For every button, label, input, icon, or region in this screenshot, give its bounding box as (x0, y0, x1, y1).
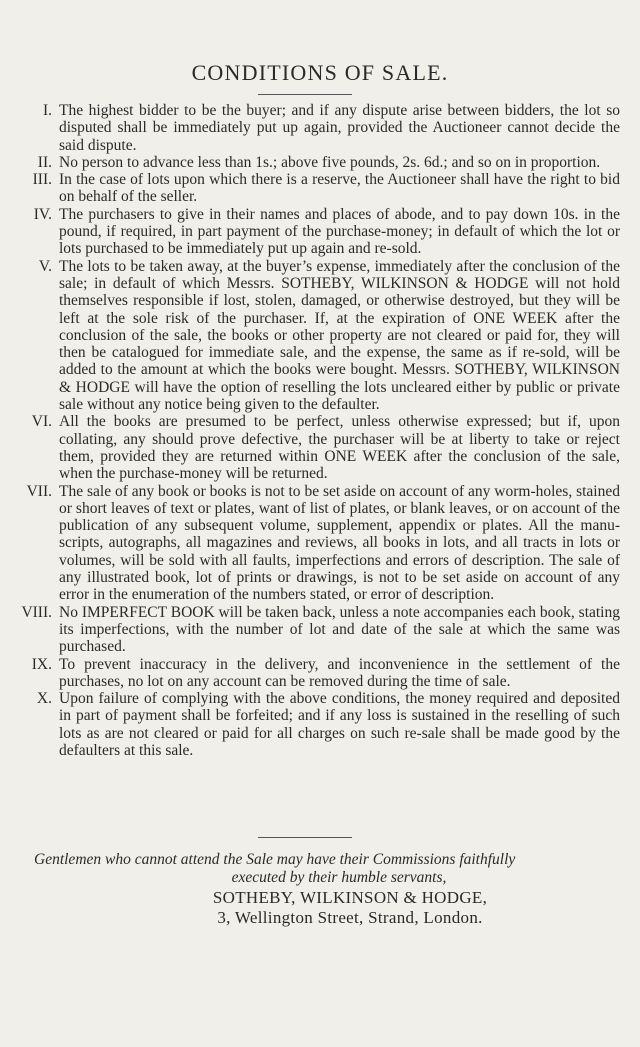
condition-number: II. (37, 153, 52, 171)
condition-item (31, 413, 620, 483)
condition-text: The sale of any book or books is not to be set aside on account of any worm-holes, stained or short leaves of text or plates, want of list of plates, or blank leaves, or on account of the publication of any subsequent volume, supplement, appendix or plates. All the manu-scripts, autographs, all magazines and reviews, all books in lots, and all tracts in lots or volumes, will be sold with all faults, imperfections and errors of description. The sale of any illustrated book, lot of prints or drawings, is not to be set aside on account of any error in the enumeration of the numbers stated, or error of description. (59, 482, 620, 604)
condition-number: III. (32, 171, 52, 189)
condition-item (34, 102, 620, 154)
closing-line-2: executed by their humble servants, (231, 869, 447, 886)
section-rule (258, 837, 352, 838)
title-rule (258, 94, 352, 95)
conditions-list (21, 102, 620, 759)
condition-number: VII. (26, 482, 52, 500)
closing-note (34, 851, 624, 887)
condition-text: The lots to be taken away, at the buyer’s expense, immediately after the conclusion of the sale; in default of which Messrs. SOTHEBY, WILKINSON & HODGE will not hold themselves responsible if lost, stolen, damaged, or otherwise destroyed, but they will be left at the sole risk of the purchaser. If, at the expiration of ONE WEEK after the conclusion of the sale, the books or other property are not cleared or paid for, they will then be catalogued for immediate sale, and the expense, the same as if re-sold, will be added to the amount at which the books were bought. Messrs. SOTHEBY, WILKINSON & HODGE will have the option of reselling the lots uncleared either by public or private sale without any notice being given to the defaulter. (59, 257, 620, 414)
condition-text: All the books are presumed to be perfect, unless otherwise expressed; but if, upon collating, any should prove defective, the purchaser will be at liberty to take or reject them, provided they are returned within ONE WEEK after the conclusion of the sale, when the purchase-money will be returned. (59, 413, 620, 483)
condition-text: To prevent inaccuracy in the delivery, and inconvenience in the settlement of the purchases, no lot on any account can be removed during the time of sale. (59, 655, 620, 690)
condition-text: No person to advance less than 1s.; above five pounds, 2s. 6d.; and so on in proportion. (59, 153, 601, 171)
condition-number: I. (42, 102, 52, 119)
condition-item (34, 154, 620, 171)
condition-text: No IMPERFECT BOOK will be taken back, unless a note accompanies each book, stating its imperfections, with the number of lot and date of the sale at which the same was purchased. (59, 603, 620, 656)
firm-signature (0, 888, 640, 928)
condition-item (31, 655, 620, 691)
condition-number: X. (36, 690, 52, 708)
condition-text: The highest bidder to be the buyer; and if any dispute arise between bidders, the lot so disputed shall be immediately put up again, provided the Auctioneer cannot decide the said dispute. (59, 102, 620, 154)
condition-number: IV. (33, 205, 52, 223)
condition-item (34, 171, 620, 206)
condition-item (34, 258, 620, 414)
condition-number: VI. (31, 413, 52, 431)
condition-text: Upon failure of complying with the above conditions, the money required and deposited in part of payment shall be forfeited; and if any loss is sustained in the reselling of such lots as are not cleared or paid for all charges on such re-sale shall be made good by the defaulters at this sale. (59, 690, 620, 759)
closing-line-1: Gentlemen who cannot attend the Sale may have their Commissions faithfully (34, 851, 516, 868)
page-title: CONDITIONS OF SALE. (191, 60, 449, 85)
condition-item (34, 206, 620, 258)
condition-item (26, 482, 620, 604)
condition-item (21, 603, 620, 656)
condition-text: The purchasers to give in their names and places of abode, and to pay down 10s. in the pound, if required, in part payment of the purchase-money; in default of which the lot or lots purchased to be immediately put up again and re-sold. (59, 205, 620, 258)
firm-name: SOTHEBY, WILKINSON & HODGE, (212, 888, 488, 907)
condition-number: VIII. (21, 603, 52, 621)
condition-item (34, 690, 620, 759)
condition-number: V. (38, 257, 52, 275)
firm-address: 3, Wellington Street, Strand, London. (217, 908, 483, 927)
condition-text: In the case of lots upon which there is a reserve, the Auctioneer shall have the right to bid on behalf of the seller. (59, 171, 620, 206)
condition-number: IX. (31, 655, 52, 673)
